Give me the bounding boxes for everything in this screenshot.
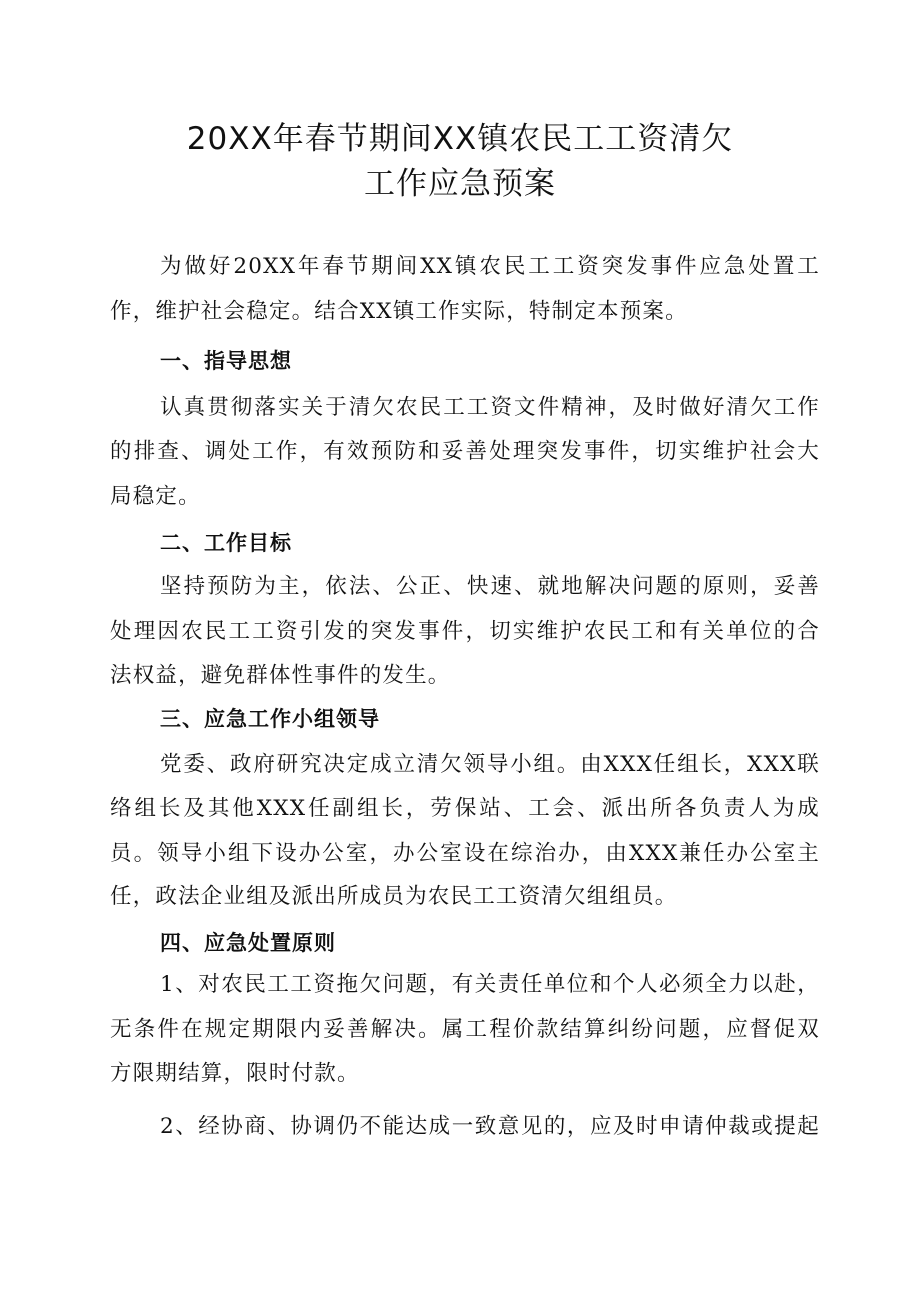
section-2-line-1: 坚持预防为主，依法、公正、快速、就地解决问题的原则，妥善 [160, 574, 820, 599]
section-3-line-1: 党委、政府研究决定成立清欠领导小组。由XXX任组长，XXX联 [160, 752, 820, 777]
intro-line-1: 为做好20XX年春节期间XX镇农民工工资突发事件应急处置工 [160, 254, 820, 279]
section-1-line-1: 认真贯彻落实关于清欠农民工工资文件精神，及时做好清欠工作 [160, 395, 820, 420]
section-heading-emergency-principles: 四、应急处置原则 [160, 931, 336, 955]
section-4-line-1: 1、对农民工工资拖欠问题，有关责任单位和个人必须全力以赴， [160, 972, 820, 997]
section-heading-emergency-leadership: 三、应急工作小组领导 [160, 707, 380, 731]
section-4-line-3: 方限期结算，限时付款。 [110, 1061, 360, 1086]
section-4-item-2-line-1: 2、经协商、协调仍不能达成一致意见的，应及时申请仲裁或提起 [160, 1114, 820, 1139]
section-2-line-2: 处理因农民工工资引发的突发事件，切实维护农民工和有关单位的合 [110, 619, 820, 644]
document-title-line-2: 工作应急预案 [364, 166, 556, 202]
intro-line-2: 作，维护社会稳定。结合XX镇工作实际，特制定本预案。 [110, 299, 688, 324]
document-title-line-1: 20XX年春节期间XX镇农民工工资清欠 [186, 121, 734, 157]
section-2-line-3: 法权益，避免群体性事件的发生。 [110, 663, 451, 688]
section-1-line-3: 局稳定。 [110, 484, 201, 509]
section-1-line-2: 的排查、调处工作，有效预防和妥善处理突发事件，切实维护社会大 [110, 439, 820, 464]
section-heading-guiding-ideology: 一、指导思想 [160, 349, 292, 373]
section-3-line-3: 员。领导小组下设办公室，办公室设在综治办，由XXX兼任办公室主 [110, 841, 820, 866]
section-4-line-2: 无条件在规定期限内妥善解决。属工程价款结算纠纷问题，应督促双 [110, 1017, 820, 1042]
section-3-line-2: 络组长及其他XXX任副组长，劳保站、工会、派出所各负责人为成 [110, 796, 820, 821]
section-heading-work-goals: 二、工作目标 [160, 531, 292, 555]
section-3-line-4: 任，政法企业组及派出所成员为农民工工资清欠组组员。 [110, 884, 678, 909]
